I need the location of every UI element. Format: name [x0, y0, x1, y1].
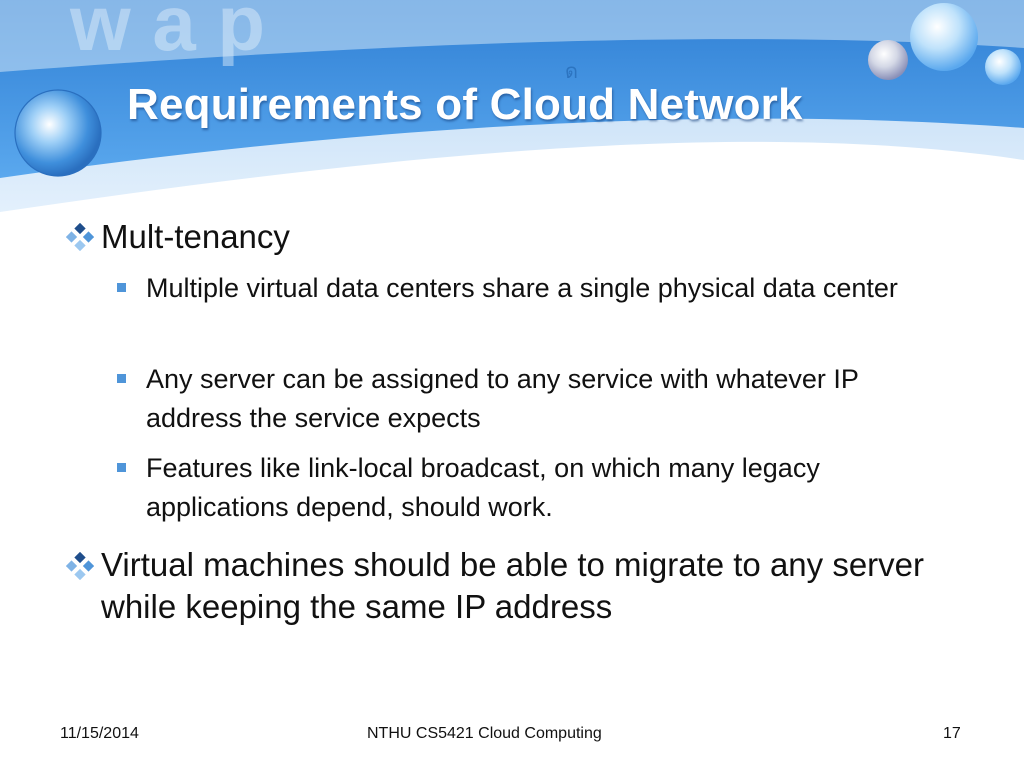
svg-text:ด: ด	[565, 59, 578, 83]
footer-page-number: 17	[943, 725, 961, 742]
svg-text:w a p: w a p	[70, 0, 266, 67]
bullet-mult-tenancy: Mult-tenancy	[101, 218, 290, 255]
footer-date: 11/15/2014	[60, 725, 139, 742]
bullet-vm-migration: Virtual machines should be able to migrate to any server while keeping the same IP address	[101, 546, 925, 625]
sub-bullet-1: Multiple virtual data centers share a single physical data center	[146, 273, 898, 303]
diamond-bullet-icon	[66, 552, 94, 580]
square-bullet-icon	[117, 463, 126, 472]
square-bullet-icon	[117, 374, 126, 383]
sub-bullet-2: Any server can be assigned to any service with whatever IP address the service expects	[146, 364, 859, 433]
slide-title: Requirements of Cloud Network	[127, 80, 803, 129]
diamond-bullet-icon	[66, 223, 94, 251]
sub-bullet-3: Features like link-local broadcast, on which many legacy applications depend, should work.	[146, 453, 820, 522]
footer-course: NTHU CS5421 Cloud Computing	[367, 725, 602, 742]
square-bullet-icon	[117, 283, 126, 292]
